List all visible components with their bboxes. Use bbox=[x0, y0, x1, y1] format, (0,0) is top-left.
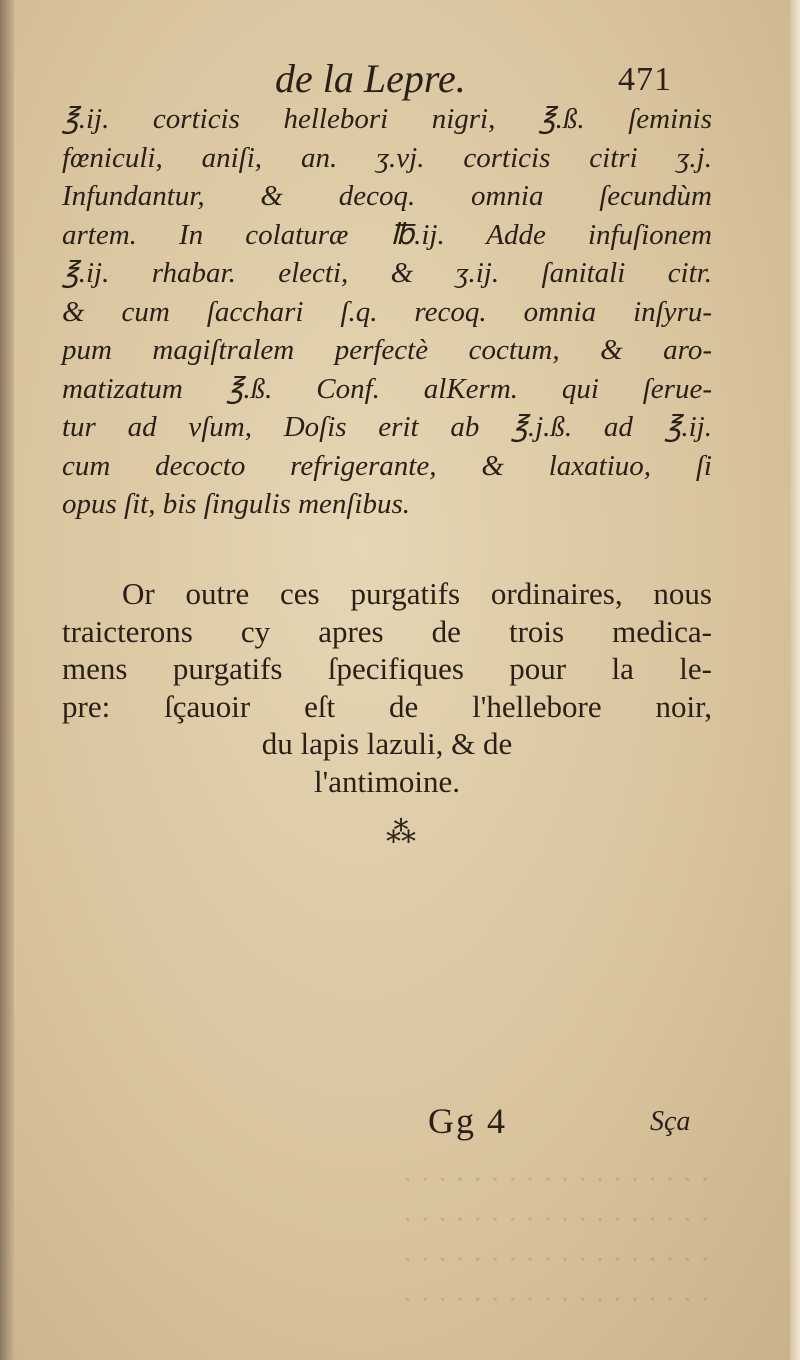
page-number: 471 bbox=[618, 61, 672, 98]
page-footer bbox=[0, 1100, 800, 1145]
french-paragraph bbox=[62, 575, 712, 800]
asterism-ornament: ⁂ bbox=[386, 816, 414, 849]
text-line: Infundantur, & decoq. omnia ſecundùm bbox=[62, 180, 712, 212]
text-line: opus ſit, bis ſingulis menſibus. bbox=[62, 488, 411, 520]
latin-recipe-paragraph bbox=[62, 100, 712, 524]
text-line: & cum ſacchari ſ.q. recoq. omnia inſyru- bbox=[62, 295, 712, 328]
text-line: matizatum ℥.ß. Conf. alKerm. qui ſerue- bbox=[62, 372, 712, 405]
text-line: du lapis lazuli, & de bbox=[261, 726, 513, 761]
page-header bbox=[0, 55, 800, 105]
text-line: pre: ſçauoir eſt de l'hellebore noir, bbox=[62, 688, 712, 724]
text-line: ℥.ij. corticis hellebori nigri, ℥.ß. ſeminis bbox=[62, 103, 712, 135]
text-line: mens purgatifs ſpecifiques pour la le- bbox=[62, 651, 712, 686]
text-line: ℥.ij. rhabar. electi, & ʒ.ij. ſanitali citr. bbox=[62, 257, 712, 289]
show-through-text: · · · · · · · · · · · · · · · · · · · · · · · · · · · · · · · · · · · · · · · · · · · · · · · · · · · · · · · · · · · · · · · · · · · · · · · · bbox=[402, 1163, 710, 1316]
text-line: artem. In colaturæ ℔.ij. Adde infuſionem bbox=[62, 218, 712, 251]
text-line: tur ad vſum, Doſis erit ab ℥.j.ß. ad ℥.ij. bbox=[62, 411, 712, 443]
running-title: de la Lepre. bbox=[275, 56, 466, 101]
text-line: l'antimoine. bbox=[314, 763, 460, 799]
text-line: cum decocto refrigerante, & laxatiuo, ſi bbox=[62, 449, 712, 482]
page-edge bbox=[790, 0, 800, 1360]
text-line: traicterons cy apres de trois medica- bbox=[62, 613, 712, 649]
text-line: pum magiſtralem perfectè coctum, & aro- bbox=[62, 334, 712, 366]
text-line: Or outre ces purgatifs ordinaires, nous bbox=[122, 576, 712, 611]
catchword: Sça bbox=[650, 1106, 691, 1137]
page-gutter-shadow bbox=[0, 0, 14, 1360]
signature-mark: Gg 4 bbox=[428, 1101, 507, 1141]
text-line: fœniculi, aniſi, an. ʒ.vj. corticis citri ʒ.j. bbox=[62, 141, 712, 174]
